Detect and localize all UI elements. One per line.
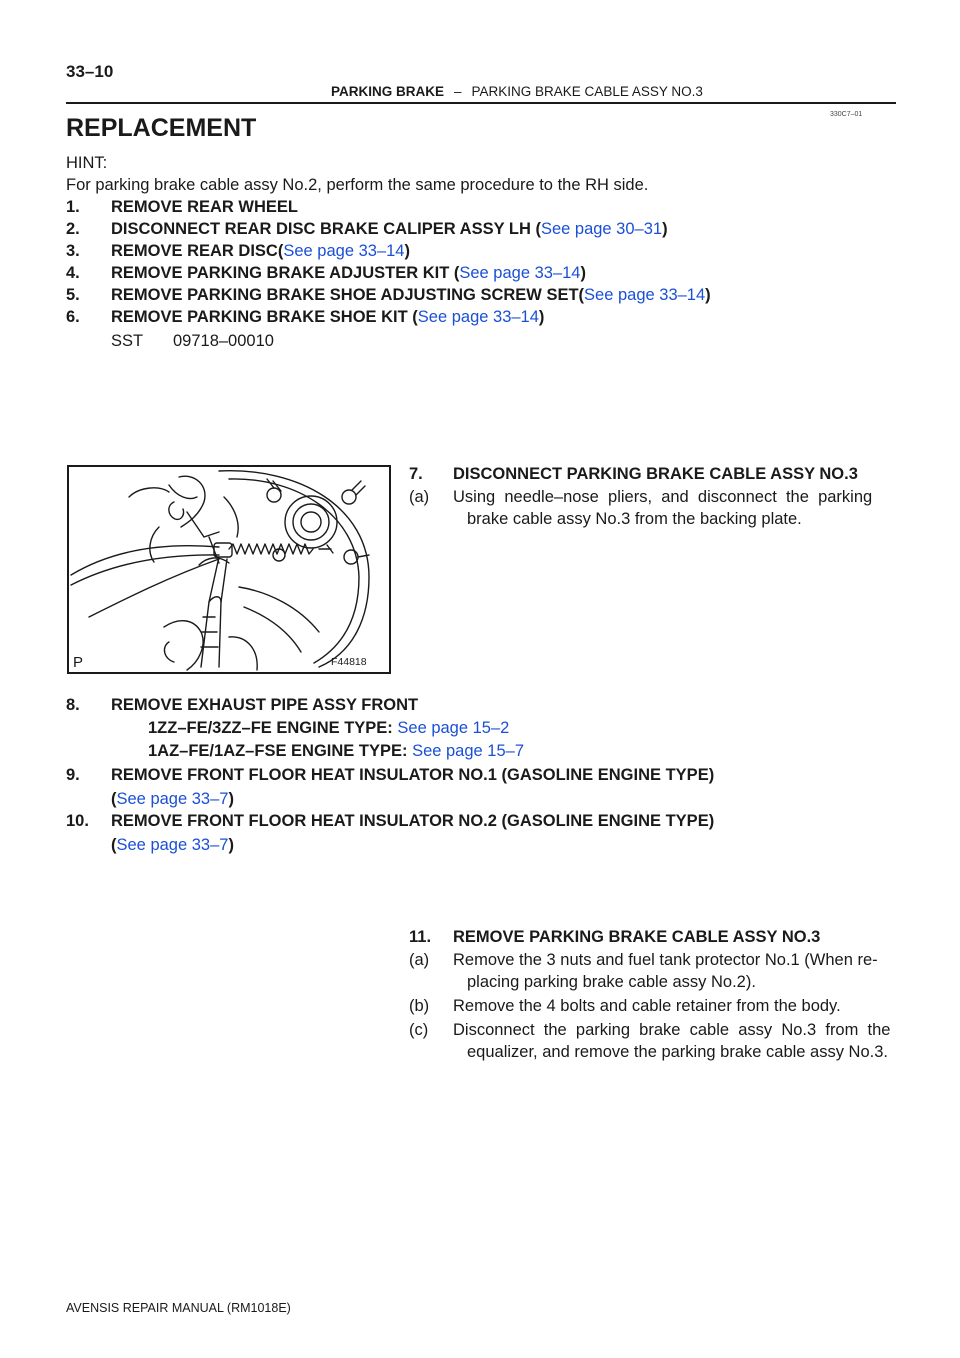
brake-cable-illustration (67, 465, 391, 674)
step-9-ref: (See page 33–7) (111, 790, 234, 808)
step-11a-cont: placing parking brake cable assy No.2). (467, 973, 756, 991)
step-10: 10. REMOVE FRONT FLOOR HEAT INSULATOR NO.2 (GASOLINE ENGINE TYPE) (66, 812, 715, 830)
section-name: PARKING BRAKE CABLE ASSY NO.3 (471, 84, 703, 99)
breadcrumb-separator: – (454, 84, 462, 99)
step-7a: (a) Using needle–nose pliers, and disconnect the parking (409, 488, 873, 506)
step-5-link[interactable]: See page 33–14 (584, 286, 706, 304)
step-6: 6. REMOVE PARKING BRAKE SHOE KIT (See page 33–14) (66, 308, 545, 326)
step-6-link[interactable]: See page 33–14 (417, 308, 539, 326)
step-2-link[interactable]: See page 30–31 (540, 220, 663, 238)
doc-code: 330C7–01 (830, 111, 863, 118)
step-7: 7. DISCONNECT PARKING BRAKE CABLE ASSY NO.3 (409, 465, 858, 483)
figure-id: F44818 (331, 656, 367, 668)
hint-text: For parking brake cable assy No.2, perform the same procedure to the RH side. (66, 176, 649, 194)
step-11: 11. REMOVE PARKING BRAKE CABLE ASSY NO.3 (409, 928, 821, 946)
sst-label: SST (111, 332, 144, 350)
step-2: 2. DISCONNECT REAR DISC BRAKE CALIPER ASSY LH (See page 30–31) (66, 220, 668, 238)
step-5: 5. REMOVE PARKING BRAKE SHOE ADJUSTING SCREW SET(See page 33–14) (66, 286, 711, 304)
step-9: 9. REMOVE FRONT FLOOR HEAT INSULATOR NO.1 (GASOLINE ENGINE TYPE) (66, 766, 715, 784)
step-7a-cont: brake cable assy No.3 from the backing plate. (467, 510, 802, 528)
step-11c-cont: equalizer, and remove the parking brake cable assy No.3. (467, 1043, 888, 1061)
chapter-name: PARKING BRAKE (331, 84, 445, 99)
step-8-sub2-link[interactable]: See page 15–7 (412, 742, 525, 760)
figure-marker: P (73, 654, 84, 671)
pliers-backing-plate-drawing (69, 467, 389, 672)
step-9-link[interactable]: See page 33–7 (116, 790, 229, 808)
step-11c: (c) Disconnect the parking brake cable assy No.3 from the (409, 1021, 891, 1039)
step-8-sub2: 1AZ–FE/1AZ–FSE ENGINE TYPE: See page 15–7 (148, 742, 525, 760)
step-4: 4. REMOVE PARKING BRAKE ADJUSTER KIT (See page 33–14) (66, 264, 586, 282)
hint-label: HINT: (66, 154, 108, 172)
step-4-link[interactable]: See page 33–14 (459, 264, 581, 282)
step-3: 3. REMOVE REAR DISC(See page 33–14) (66, 242, 410, 260)
page-number: 33–10 (66, 62, 114, 81)
header-breadcrumb (331, 84, 703, 99)
step-8: 8. REMOVE EXHAUST PIPE ASSY FRONT (66, 696, 419, 714)
step-3-link[interactable]: See page 33–14 (283, 242, 405, 260)
sst-line (111, 330, 274, 352)
step-11b: (b) Remove the 4 bolts and cable retainer from the body. (409, 997, 841, 1015)
step-10-ref: (See page 33–7) (111, 836, 234, 854)
footer-manual-id: AVENSIS REPAIR MANUAL (RM1018E) (66, 1301, 291, 1315)
step-10-link[interactable]: See page 33–7 (116, 836, 229, 854)
step-1: 1. REMOVE REAR WHEEL (66, 198, 299, 216)
header-rule (66, 102, 896, 104)
step-8-sub1-link[interactable]: See page 15–2 (397, 719, 510, 737)
step-8-sub1: 1ZZ–FE/3ZZ–FE ENGINE TYPE: See page 15–2 (148, 719, 510, 737)
section-title: REPLACEMENT (66, 114, 257, 142)
sst-value: 09718–00010 (173, 332, 274, 350)
step-11a: (a) Remove the 3 nuts and fuel tank protector No.1 (When re- (409, 951, 878, 969)
